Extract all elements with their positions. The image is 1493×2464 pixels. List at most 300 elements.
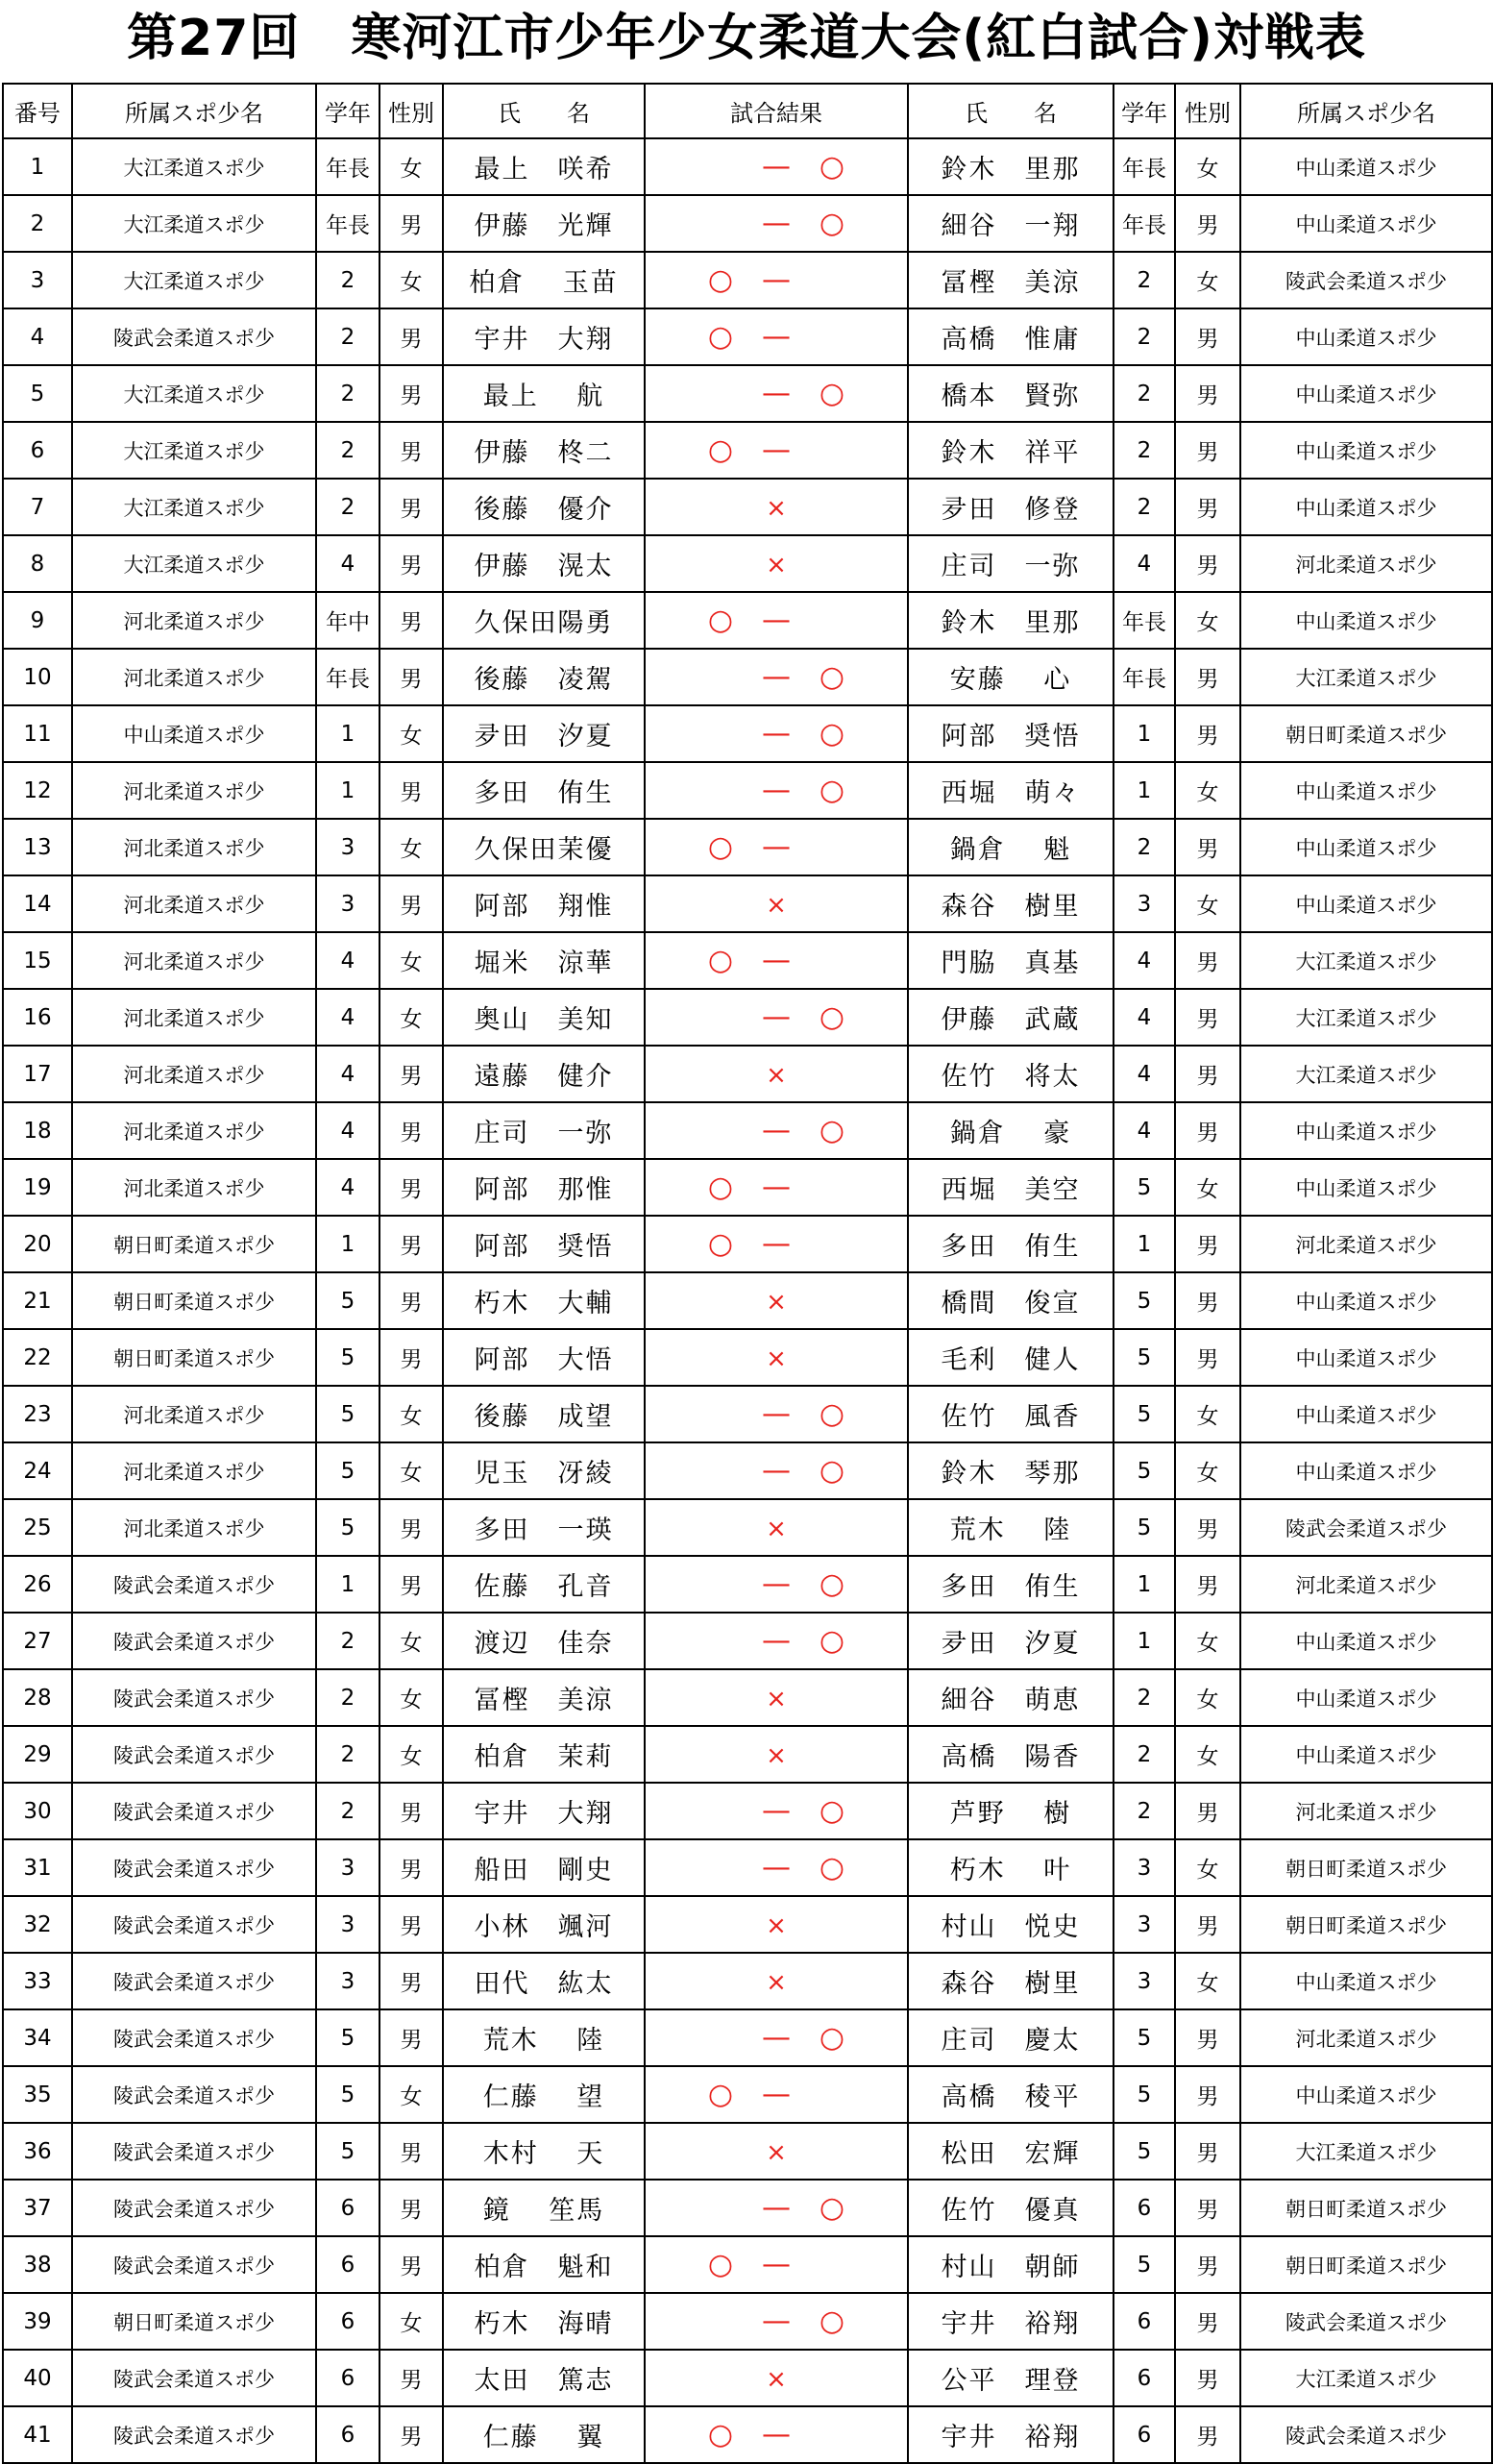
match-number: 23	[3, 1386, 72, 1442]
header-result: 試合結果	[645, 84, 908, 138]
right-name: 門脇 真基	[908, 932, 1114, 989]
result-marks	[690, 1227, 863, 1261]
table-row	[3, 1272, 1492, 1329]
match-number: 33	[3, 1953, 72, 2009]
right-name: 森谷 樹里	[908, 875, 1114, 932]
left-sex: 男	[379, 1046, 443, 1102]
win-mark: ○	[707, 2418, 734, 2452]
left-sex: 男	[379, 1159, 443, 1216]
result-marks	[690, 2021, 863, 2055]
match-number: 11	[3, 705, 72, 762]
right-club: 中山柔道スポ少	[1240, 1102, 1492, 1159]
draw-mark: ×	[766, 1288, 787, 1317]
result-marks	[690, 2134, 863, 2168]
right-grade: 4	[1114, 535, 1175, 592]
left-name: 朽木 海晴	[443, 2293, 645, 2350]
right-name: 公平 理登	[908, 2350, 1114, 2406]
right-club: 大江柔道スポ少	[1240, 2350, 1492, 2406]
result-marks	[690, 1851, 863, 1885]
right-club: 中山柔道スポ少	[1240, 422, 1492, 479]
loss-mark: —	[762, 2021, 791, 2055]
loss-mark: —	[762, 150, 791, 184]
result-marks	[690, 433, 863, 467]
right-grade: 1	[1114, 1556, 1175, 1613]
right-grade: 5	[1114, 2123, 1175, 2180]
match-result	[645, 1046, 908, 1102]
result-marks	[690, 717, 863, 751]
left-sex: 男	[379, 195, 443, 252]
result-marks	[690, 2418, 863, 2452]
match-result	[645, 2236, 908, 2293]
table-row	[3, 2123, 1492, 2180]
left-name: 柏倉 玉苗	[443, 252, 645, 308]
match-result	[645, 1839, 908, 1896]
left-sex: 男	[379, 2123, 443, 2180]
right-grade: 3	[1114, 1896, 1175, 1953]
left-club: 陵武会柔道スポ少	[72, 1613, 316, 1669]
draw-mark: ×	[766, 1911, 787, 1940]
right-name: 鍋倉 魁	[908, 819, 1114, 875]
left-grade: 年長	[316, 138, 379, 195]
left-name: 宇井 大翔	[443, 308, 645, 365]
right-grade: 年長	[1114, 592, 1175, 649]
loss-mark: —	[762, 1114, 791, 1147]
result-marks	[690, 150, 863, 184]
right-name: 多田 侑生	[908, 1216, 1114, 1272]
right-grade: 2	[1114, 365, 1175, 422]
left-grade: 1	[316, 705, 379, 762]
left-grade: 6	[316, 2236, 379, 2293]
right-club: 中山柔道スポ少	[1240, 1272, 1492, 1329]
right-club: 大江柔道スポ少	[1240, 649, 1492, 705]
right-name: 冨樫 美涼	[908, 252, 1114, 308]
match-result	[645, 1953, 908, 2009]
right-sex: 男	[1175, 2406, 1240, 2463]
left-name: 多田 侑生	[443, 762, 645, 819]
left-sex: 男	[379, 592, 443, 649]
left-grade: 2	[316, 365, 379, 422]
table-row	[3, 1499, 1492, 1556]
right-club: 中山柔道スポ少	[1240, 138, 1492, 195]
left-sex: 女	[379, 1669, 443, 1726]
result-marks	[690, 1284, 863, 1318]
header-sex-2: 性別	[1175, 84, 1240, 138]
left-grade: 2	[316, 1613, 379, 1669]
left-name: 柏倉 魁和	[443, 2236, 645, 2293]
left-club: 河北柔道スポ少	[72, 875, 316, 932]
left-club: 陵武会柔道スポ少	[72, 1896, 316, 1953]
left-sex: 男	[379, 2236, 443, 2293]
match-result	[645, 138, 908, 195]
left-club: 陵武会柔道スポ少	[72, 2123, 316, 2180]
match-number: 32	[3, 1896, 72, 1953]
right-name: 夛田 汐夏	[908, 1613, 1114, 1669]
table-row	[3, 705, 1492, 762]
left-grade: 5	[316, 1442, 379, 1499]
match-number: 8	[3, 535, 72, 592]
match-number: 7	[3, 479, 72, 535]
right-sex: 男	[1175, 1499, 1240, 1556]
table-row	[3, 1669, 1492, 1726]
right-sex: 男	[1175, 1216, 1240, 1272]
win-mark: ○	[819, 1851, 845, 1885]
left-club: 河北柔道スポ少	[72, 1499, 316, 1556]
left-club: 河北柔道スポ少	[72, 1046, 316, 1102]
right-name: 鈴木 祥平	[908, 422, 1114, 479]
table-row	[3, 2406, 1492, 2463]
result-marks	[690, 944, 863, 977]
left-grade: 2	[316, 252, 379, 308]
right-sex: 男	[1175, 2009, 1240, 2066]
match-number: 27	[3, 1613, 72, 1669]
right-grade: 2	[1114, 308, 1175, 365]
right-name: 高橋 惟庸	[908, 308, 1114, 365]
right-sex: 女	[1175, 762, 1240, 819]
right-grade: 6	[1114, 2180, 1175, 2236]
right-club: 河北柔道スポ少	[1240, 2009, 1492, 2066]
left-grade: 2	[316, 308, 379, 365]
match-number: 26	[3, 1556, 72, 1613]
match-number: 25	[3, 1499, 72, 1556]
match-result	[645, 1556, 908, 1613]
right-grade: 5	[1114, 1329, 1175, 1386]
right-sex: 男	[1175, 705, 1240, 762]
result-marks	[690, 2304, 863, 2338]
left-name: 堀米 涼華	[443, 932, 645, 989]
left-grade: 4	[316, 535, 379, 592]
table-row	[3, 479, 1492, 535]
win-mark: ○	[707, 1227, 734, 1261]
table-row	[3, 2066, 1492, 2123]
right-name: 細谷 一翔	[908, 195, 1114, 252]
right-grade: 5	[1114, 1499, 1175, 1556]
match-result	[645, 819, 908, 875]
match-number: 40	[3, 2350, 72, 2406]
left-club: 陵武会柔道スポ少	[72, 2406, 316, 2463]
win-mark: ○	[819, 774, 845, 807]
left-grade: 5	[316, 1386, 379, 1442]
right-grade: 6	[1114, 2293, 1175, 2350]
left-sex: 女	[379, 1613, 443, 1669]
left-club: 河北柔道スポ少	[72, 989, 316, 1046]
right-sex: 女	[1175, 252, 1240, 308]
win-mark: ○	[707, 944, 734, 977]
match-number: 20	[3, 1216, 72, 1272]
left-club: 河北柔道スポ少	[72, 819, 316, 875]
right-club: 河北柔道スポ少	[1240, 1556, 1492, 1613]
match-result	[645, 422, 908, 479]
left-grade: 3	[316, 1953, 379, 2009]
left-club: 陵武会柔道スポ少	[72, 2180, 316, 2236]
right-club: 大江柔道スポ少	[1240, 932, 1492, 989]
result-marks	[690, 207, 863, 240]
result-marks	[690, 1567, 863, 1601]
table-row	[3, 649, 1492, 705]
right-club: 中山柔道スポ少	[1240, 1329, 1492, 1386]
match-number: 24	[3, 1442, 72, 1499]
left-name: 仁藤 望	[443, 2066, 645, 2123]
right-sex: 女	[1175, 1386, 1240, 1442]
left-sex: 女	[379, 932, 443, 989]
match-number: 21	[3, 1272, 72, 1329]
match-number: 5	[3, 365, 72, 422]
loss-mark: —	[762, 1227, 791, 1261]
right-sex: 男	[1175, 2293, 1240, 2350]
right-name: 夛田 修登	[908, 479, 1114, 535]
win-mark: ○	[819, 1397, 845, 1431]
right-club: 中山柔道スポ少	[1240, 1386, 1492, 1442]
right-sex: 男	[1175, 422, 1240, 479]
table-row	[3, 1046, 1492, 1102]
left-grade: 6	[316, 2406, 379, 2463]
result-marks	[690, 774, 863, 807]
header-no: 番号	[3, 84, 72, 138]
right-grade: 1	[1114, 705, 1175, 762]
right-sex: 男	[1175, 819, 1240, 875]
match-result	[645, 2066, 908, 2123]
match-number: 14	[3, 875, 72, 932]
right-club: 陵武会柔道スポ少	[1240, 1499, 1492, 1556]
right-club: 中山柔道スポ少	[1240, 479, 1492, 535]
loss-mark: —	[762, 717, 791, 751]
right-grade: 2	[1114, 1783, 1175, 1839]
right-club: 河北柔道スポ少	[1240, 535, 1492, 592]
right-name: 多田 侑生	[908, 1556, 1114, 1613]
header-grade-2: 学年	[1114, 84, 1175, 138]
right-grade: 年長	[1114, 649, 1175, 705]
left-club: 大江柔道スポ少	[72, 479, 316, 535]
left-sex: 女	[379, 989, 443, 1046]
loss-mark: —	[762, 1000, 791, 1034]
match-result	[645, 649, 908, 705]
right-sex: 男	[1175, 195, 1240, 252]
right-grade: 年長	[1114, 138, 1175, 195]
table-row	[3, 932, 1492, 989]
table-row	[3, 195, 1492, 252]
left-grade: 6	[316, 2293, 379, 2350]
match-number: 3	[3, 252, 72, 308]
draw-mark: ×	[766, 1061, 787, 1090]
right-sex: 男	[1175, 2180, 1240, 2236]
match-result	[645, 2293, 908, 2350]
match-table	[2, 83, 1493, 2464]
left-sex: 男	[379, 1783, 443, 1839]
right-sex: 女	[1175, 138, 1240, 195]
right-club: 朝日町柔道スポ少	[1240, 2180, 1492, 2236]
left-club: 朝日町柔道スポ少	[72, 2293, 316, 2350]
result-marks	[690, 1964, 863, 1998]
left-name: 後藤 成望	[443, 1386, 645, 1442]
match-result	[645, 592, 908, 649]
win-mark: ○	[819, 1794, 845, 1828]
win-mark: ○	[819, 2191, 845, 2225]
left-club: 陵武会柔道スポ少	[72, 1669, 316, 1726]
right-club: 大江柔道スポ少	[1240, 2123, 1492, 2180]
result-marks	[690, 547, 863, 580]
right-name: 高橋 陽香	[908, 1726, 1114, 1783]
left-sex: 男	[379, 1329, 443, 1386]
left-name: 宇井 大翔	[443, 1783, 645, 1839]
table-row	[3, 2009, 1492, 2066]
right-sex: 男	[1175, 2123, 1240, 2180]
left-club: 大江柔道スポ少	[72, 365, 316, 422]
loss-mark: —	[762, 377, 791, 410]
left-grade: 3	[316, 819, 379, 875]
left-sex: 男	[379, 2350, 443, 2406]
right-club: 中山柔道スポ少	[1240, 1442, 1492, 1499]
right-name: 橋本 賢弥	[908, 365, 1114, 422]
header-row	[3, 84, 1492, 138]
match-number: 15	[3, 932, 72, 989]
result-marks	[690, 1114, 863, 1147]
right-sex: 男	[1175, 1102, 1240, 1159]
result-marks	[690, 2191, 863, 2225]
right-club: 中山柔道スポ少	[1240, 1726, 1492, 1783]
right-club: 中山柔道スポ少	[1240, 365, 1492, 422]
draw-mark: ×	[766, 1344, 787, 1373]
left-sex: 女	[379, 252, 443, 308]
result-marks	[690, 320, 863, 354]
left-grade: 5	[316, 2009, 379, 2066]
win-mark: ○	[819, 660, 845, 694]
left-name: 最上 航	[443, 365, 645, 422]
right-grade: 1	[1114, 762, 1175, 819]
loss-mark: —	[762, 1794, 791, 1828]
match-result	[645, 195, 908, 252]
right-sex: 女	[1175, 1613, 1240, 1669]
right-sex: 女	[1175, 592, 1240, 649]
right-name: 宇井 裕翔	[908, 2293, 1114, 2350]
left-grade: 3	[316, 875, 379, 932]
match-result	[645, 365, 908, 422]
left-grade: 2	[316, 479, 379, 535]
right-sex: 男	[1175, 932, 1240, 989]
left-grade: 5	[316, 2066, 379, 2123]
match-result	[645, 1669, 908, 1726]
win-mark: ○	[819, 1624, 845, 1658]
match-number: 19	[3, 1159, 72, 1216]
left-grade: 4	[316, 1102, 379, 1159]
left-club: 大江柔道スポ少	[72, 138, 316, 195]
right-name: 佐竹 将太	[908, 1046, 1114, 1102]
right-grade: 4	[1114, 989, 1175, 1046]
left-club: 陵武会柔道スポ少	[72, 1783, 316, 1839]
table-row	[3, 1159, 1492, 1216]
match-result	[645, 1613, 908, 1669]
win-mark: ○	[819, 1567, 845, 1601]
left-name: 伊藤 光輝	[443, 195, 645, 252]
right-sex: 男	[1175, 1272, 1240, 1329]
left-name: 後藤 優介	[443, 479, 645, 535]
loss-mark: —	[762, 207, 791, 240]
right-sex: 男	[1175, 535, 1240, 592]
right-name: 毛利 健人	[908, 1329, 1114, 1386]
right-club: 中山柔道スポ少	[1240, 195, 1492, 252]
win-mark: ○	[819, 2304, 845, 2338]
right-club: 中山柔道スポ少	[1240, 1159, 1492, 1216]
match-result	[645, 1272, 908, 1329]
right-grade: 3	[1114, 1953, 1175, 2009]
right-club: 陵武会柔道スポ少	[1240, 2293, 1492, 2350]
left-sex: 男	[379, 1216, 443, 1272]
win-mark: ○	[707, 320, 734, 354]
result-marks	[690, 1341, 863, 1374]
left-sex: 男	[379, 1102, 443, 1159]
result-marks	[690, 660, 863, 694]
left-sex: 女	[379, 1726, 443, 1783]
table-row	[3, 1839, 1492, 1896]
draw-mark: ×	[766, 1741, 787, 1770]
right-name: 鈴木 里那	[908, 138, 1114, 195]
match-number: 17	[3, 1046, 72, 1102]
right-sex: 男	[1175, 365, 1240, 422]
match-result	[645, 2406, 908, 2463]
loss-mark: —	[762, 1624, 791, 1658]
right-grade: 2	[1114, 252, 1175, 308]
left-grade: 年中	[316, 592, 379, 649]
match-result	[645, 2009, 908, 2066]
draw-mark: ×	[766, 1968, 787, 1997]
left-sex: 男	[379, 2009, 443, 2066]
result-marks	[690, 2078, 863, 2111]
table-row	[3, 2293, 1492, 2350]
left-grade: 6	[316, 2350, 379, 2406]
left-name: 多田 一瑛	[443, 1499, 645, 1556]
loss-mark: —	[762, 1454, 791, 1488]
match-result	[645, 989, 908, 1046]
table-row	[3, 875, 1492, 932]
left-grade: 5	[316, 1329, 379, 1386]
left-sex: 女	[379, 1386, 443, 1442]
right-club: 中山柔道スポ少	[1240, 819, 1492, 875]
right-name: 宇井 裕翔	[908, 2406, 1114, 2463]
loss-mark: —	[762, 2418, 791, 2452]
left-name: 遠藤 健介	[443, 1046, 645, 1102]
left-name: 阿部 大悟	[443, 1329, 645, 1386]
left-grade: 4	[316, 1159, 379, 1216]
left-sex: 女	[379, 2293, 443, 2350]
match-result	[645, 1159, 908, 1216]
match-number: 16	[3, 989, 72, 1046]
match-number: 13	[3, 819, 72, 875]
right-club: 陵武会柔道スポ少	[1240, 2406, 1492, 2463]
win-mark: ○	[819, 717, 845, 751]
left-grade: 年長	[316, 649, 379, 705]
left-name: 荒木 陸	[443, 2009, 645, 2066]
right-club: 朝日町柔道スポ少	[1240, 2236, 1492, 2293]
win-mark: ○	[707, 2078, 734, 2111]
right-grade: 4	[1114, 1102, 1175, 1159]
right-name: 高橋 稜平	[908, 2066, 1114, 2123]
match-result	[645, 932, 908, 989]
loss-mark: —	[762, 2248, 791, 2281]
loss-mark: —	[762, 433, 791, 467]
loss-mark: —	[762, 774, 791, 807]
match-number: 38	[3, 2236, 72, 2293]
left-club: 陵武会柔道スポ少	[72, 1726, 316, 1783]
table-row	[3, 1896, 1492, 1953]
right-grade: 2	[1114, 1726, 1175, 1783]
left-name: 後藤 凌駕	[443, 649, 645, 705]
loss-mark: —	[762, 320, 791, 354]
right-sex: 女	[1175, 1839, 1240, 1896]
left-grade: 5	[316, 2123, 379, 2180]
left-name: 久保田陽勇	[443, 592, 645, 649]
header-grade: 学年	[316, 84, 379, 138]
right-sex: 男	[1175, 1783, 1240, 1839]
win-mark: ○	[819, 150, 845, 184]
left-club: 河北柔道スポ少	[72, 932, 316, 989]
